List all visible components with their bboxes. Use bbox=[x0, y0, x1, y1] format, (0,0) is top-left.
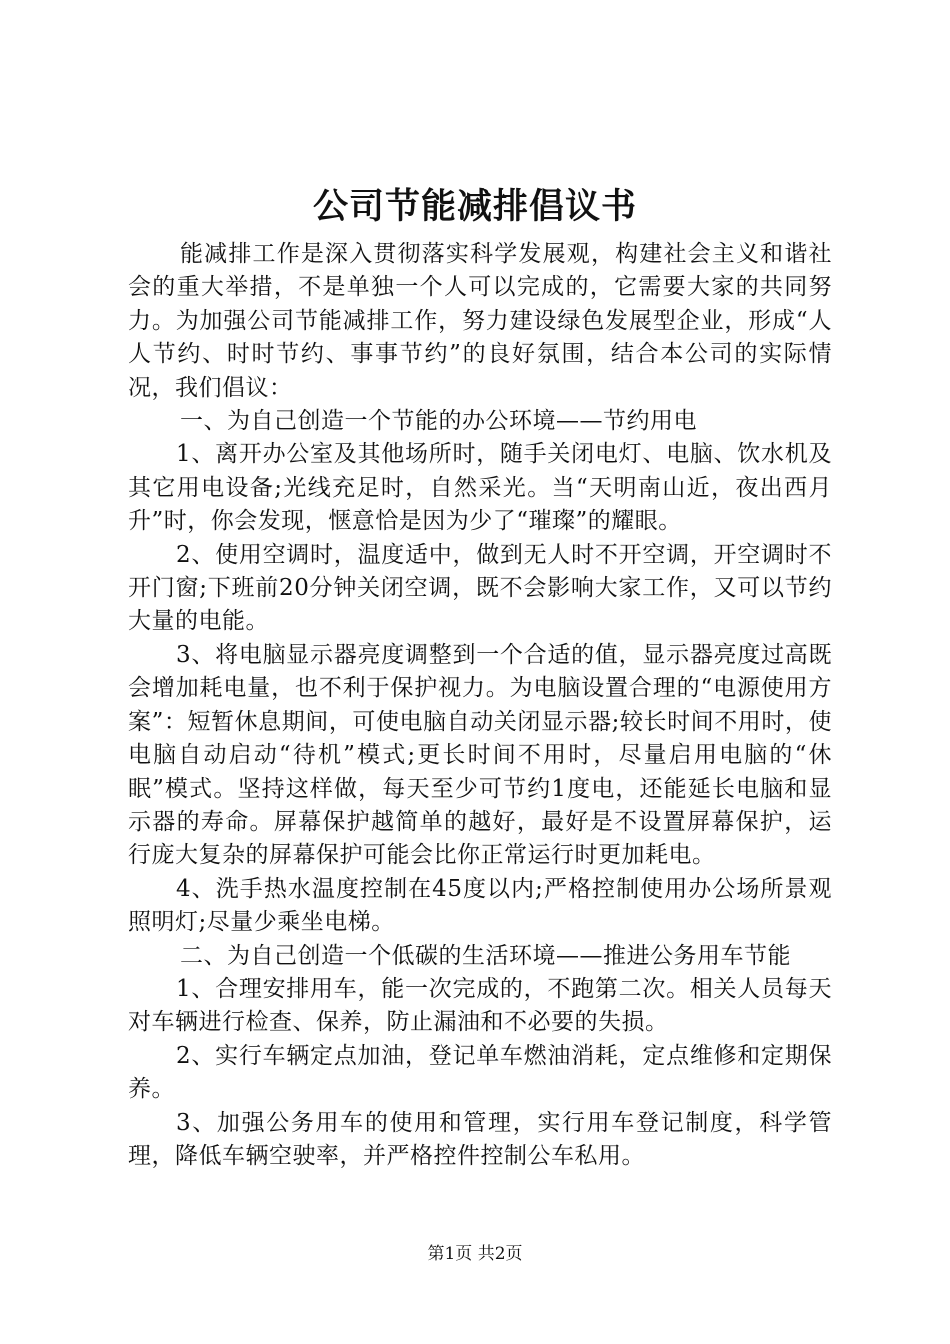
intro-paragraph: 能减排工作是深入贯彻落实科学发展观，构建社会主义和谐社会的重大举措，不是单独一个人可以完成的，它需要大家的共同努力。为加强公司节能减排工作，努力建设绿色发展型企业，形成“人人节约、时时节约、事事节约”的良好氛围，结合本公司的实际情况，我们倡议： bbox=[128, 241, 832, 401]
document-body bbox=[128, 238, 832, 1173]
item-paragraph: 2、实行车辆定点加油，登记单车燃油消耗，定点维修和定期保养。 bbox=[128, 1042, 832, 1103]
page-footer: 第1页 共2页 bbox=[427, 1244, 523, 1264]
item-paragraph: 3、将电脑显示器亮度调整到一个合适的值，显示器亮度过高既会增加耗电量，也不利于保护视力。为电脑设置合理的“电源使用方案”：短暂休息期间，可使电脑自动关闭显示器;较长时间不用时，使电脑自动启动“待机”模式;更长时间不用时，尽量启用电脑的“休眠”模式。坚持这样做，每天至少可节约1度电，还能延长电脑和显示器的寿命。屏幕保护越简单的越好，最好是不设置屏幕保护，运行庞大复杂的屏幕保护可能会比你正常运行时更加耗电。 bbox=[128, 641, 832, 869]
item-paragraph: 4、洗手热水温度控制在45度以内;严格控制使用办公场所景观照明灯;尽量少乘坐电梯。 bbox=[128, 875, 832, 936]
section-heading-1: 一、为自己创造一个节能的办公环境——节约用电 bbox=[180, 408, 697, 435]
item-paragraph: 1、合理安排用车，能一次完成的，不跑第二次。相关人员每天对车辆进行检查、保养，防止漏油和不必要的失损。 bbox=[128, 975, 832, 1036]
item-paragraph: 1、离开办公室及其他场所时，随手关闭电灯、电脑、饮水机及其它用电设备;光线充足时，自然采光。当“天明南山近，夜出西月升”时，你会发现，惬意恰是因为少了“璀璨”的耀眼。 bbox=[128, 441, 832, 535]
item-paragraph: 3、加强公务用车的使用和管理，实行用车登记制度，科学管理，降低车辆空驶率，并严格控件控制公车私用。 bbox=[128, 1109, 832, 1169]
document-title: 公司节能减排倡议书 bbox=[312, 186, 637, 227]
section-heading-2: 二、为自己创造一个低碳的生活环境——推进公务用车节能 bbox=[180, 942, 791, 969]
item-paragraph: 2、使用空调时，温度适中，做到无人时不开空调，开空调时不开门窗;下班前20分钟关闭空调，既不会影响大家工作，又可以节约大量的电能。 bbox=[128, 541, 832, 635]
